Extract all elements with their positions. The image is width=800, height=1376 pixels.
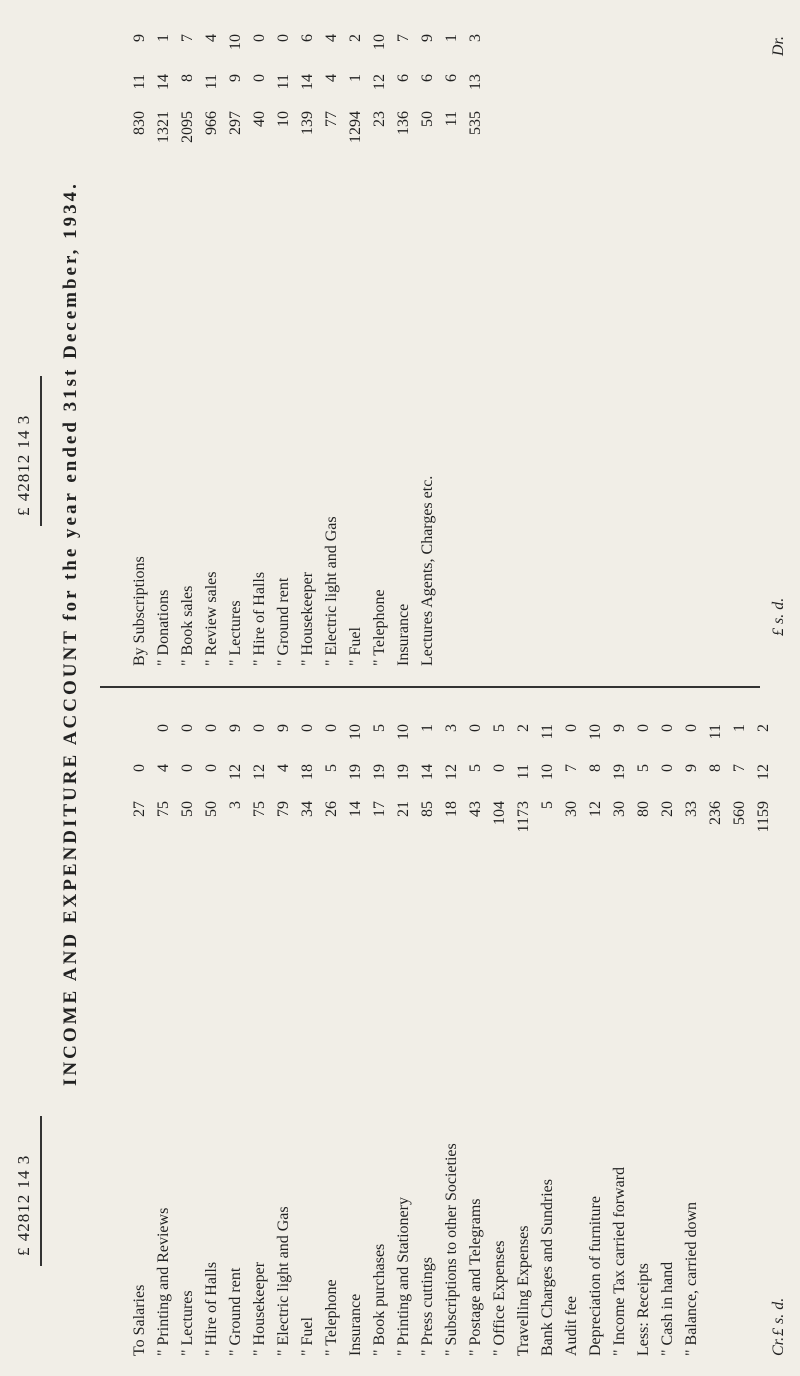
pounds-value: 136 <box>395 111 412 135</box>
pence-value: 0 <box>563 724 580 732</box>
row-label: " Press cuttings <box>419 1257 436 1356</box>
ledger-row <box>416 706 440 1356</box>
center-rule <box>100 686 760 688</box>
shillings-value: 11 <box>203 74 220 90</box>
pounds-value: 236 <box>707 801 724 825</box>
pence-value: 10 <box>587 724 604 740</box>
right-foot: £ s. d. <box>770 597 787 636</box>
shillings-value: 10 <box>539 764 556 780</box>
pounds-value: 30 <box>611 801 628 817</box>
shillings-value: 8 <box>707 764 724 772</box>
pounds-value: 11 <box>443 111 460 127</box>
shillings-value: 6 <box>443 74 460 82</box>
ledger-row <box>536 706 560 1356</box>
pounds-value: 10 <box>275 111 292 127</box>
pounds-value: 535 <box>467 111 484 135</box>
shillings-value: 18 <box>299 764 316 780</box>
row-label: Less: Receipts <box>635 1263 652 1356</box>
pounds-value: 1294 <box>347 111 364 143</box>
pence-value: 5 <box>491 724 508 732</box>
shillings-value: 7 <box>563 764 580 772</box>
pounds-value: 50 <box>203 801 220 817</box>
ledger-row <box>272 16 296 666</box>
pounds-value: 297 <box>227 111 244 135</box>
shillings-value: 19 <box>611 764 628 780</box>
pence-value: 10 <box>395 724 412 740</box>
pounds-value: 43 <box>467 801 484 817</box>
ledger-row <box>200 16 224 666</box>
pounds-value: 2095 <box>179 111 196 143</box>
row-label: " Ground rent <box>275 577 292 666</box>
pounds-value: 27 <box>131 801 148 817</box>
pence-value: 0 <box>251 34 268 42</box>
pounds-value: 50 <box>179 801 196 817</box>
shillings-value: 7 <box>731 764 748 772</box>
shillings-value: 12 <box>371 74 388 90</box>
row-label: " Fuel <box>347 627 364 666</box>
shillings-value: 0 <box>491 764 508 772</box>
ledger-row <box>392 16 416 666</box>
pounds-value: 79 <box>275 801 292 817</box>
row-label: " Office Expenses <box>491 1240 508 1356</box>
row-label: " Lectures <box>227 600 244 666</box>
shillings-value: 9 <box>227 74 244 82</box>
shillings-value: 5 <box>467 764 484 772</box>
pounds-value: 30 <box>563 801 580 817</box>
ledger-row <box>464 706 488 1356</box>
pence-value: 10 <box>227 34 244 50</box>
ledger-row <box>440 16 464 666</box>
pounds-value: 75 <box>155 801 172 817</box>
pence-value: 0 <box>467 724 484 732</box>
pence-value: 0 <box>251 724 268 732</box>
top-rule-right <box>40 376 42 526</box>
pounds-value: 50 <box>419 111 436 127</box>
pounds-value: 17 <box>371 801 388 817</box>
ledger-row <box>224 16 248 666</box>
ledger-row <box>608 706 632 1356</box>
row-label: By Subscriptions <box>131 556 148 666</box>
pounds-value: 33 <box>683 801 700 817</box>
row-label: " Hire of Halls <box>203 1261 220 1356</box>
shillings-value: 19 <box>395 764 412 780</box>
row-label: " Housekeeper <box>299 571 316 666</box>
pence-value: 1 <box>419 724 436 732</box>
ledger-row <box>248 706 272 1356</box>
income-column <box>128 16 488 666</box>
cr-mark: Cr. <box>770 1336 787 1356</box>
shillings-value: 4 <box>323 74 340 82</box>
pounds-value: 966 <box>203 111 220 135</box>
shillings-value: 12 <box>755 764 772 780</box>
shillings-value: 11 <box>515 764 532 780</box>
ledger-row <box>320 706 344 1356</box>
row-label: " Lectures <box>179 1290 196 1356</box>
pence-value: 7 <box>395 34 412 42</box>
expenditure-column <box>128 706 776 1356</box>
pence-value: 0 <box>275 34 292 42</box>
row-label: " Book sales <box>179 585 196 666</box>
ledger-row <box>200 706 224 1356</box>
pence-value: 3 <box>443 724 460 732</box>
pence-value: 6 <box>299 34 316 42</box>
row-label: " Donations <box>155 589 172 666</box>
ledger-row <box>368 16 392 666</box>
row-label: Travelling Expenses <box>515 1225 532 1356</box>
row-label: To Salaries <box>131 1284 148 1356</box>
row-label: " Book purchases <box>371 1243 388 1356</box>
ledger-row <box>248 16 272 666</box>
pence-value: 0 <box>299 724 316 732</box>
ledger-row <box>560 706 584 1356</box>
ledger-row <box>152 16 176 666</box>
row-label: " Telephone <box>323 1279 340 1356</box>
ledger-row <box>368 706 392 1356</box>
ledger-row <box>344 16 368 666</box>
row-label: Bank Charges and Sundries <box>539 1178 556 1356</box>
pence-value: 9 <box>131 34 148 42</box>
pence-value: 1 <box>443 34 460 42</box>
dr-mark: Dr. <box>770 35 787 56</box>
pence-value: 10 <box>371 34 388 50</box>
pence-value: 1 <box>731 724 748 732</box>
shillings-value: 4 <box>155 764 172 772</box>
left-foot: £ s. d. <box>770 1297 787 1336</box>
row-label: " Income Tax carried forward <box>611 1166 628 1356</box>
pence-value: 2 <box>515 724 532 732</box>
shillings-value: 12 <box>251 764 268 780</box>
shillings-value: 19 <box>371 764 388 780</box>
ledger-row <box>488 706 512 1356</box>
shillings-value: 1 <box>347 74 364 82</box>
pounds-value: 40 <box>251 111 268 127</box>
pounds-value: 560 <box>731 801 748 825</box>
row-label: Insurance <box>347 1293 364 1356</box>
account-title: INCOME AND EXPENDITURE ACCOUNT for the year ended 31st December, 1934. <box>60 181 81 1086</box>
pence-value: 0 <box>683 724 700 732</box>
shillings-value: 14 <box>419 764 436 780</box>
pounds-value: 26 <box>323 801 340 817</box>
ledger-row <box>728 706 752 1356</box>
row-label: " Cash in hand <box>659 1261 676 1356</box>
ledger-row <box>320 16 344 666</box>
row-label: " Balance, carried down <box>683 1201 700 1356</box>
shillings-value: 11 <box>131 74 148 90</box>
shillings-value: 14 <box>299 74 316 90</box>
shillings-value: 19 <box>347 764 364 780</box>
pounds-value: 830 <box>131 111 148 135</box>
ledger-row <box>128 16 152 666</box>
pounds-value: 14 <box>347 801 364 817</box>
pence-value: 11 <box>539 724 556 740</box>
pounds-value: 85 <box>419 801 436 817</box>
pence-value: 9 <box>275 724 292 732</box>
pence-value: 7 <box>179 34 196 42</box>
top-rule-left <box>40 1116 42 1266</box>
pence-value: 3 <box>467 34 484 42</box>
pounds-value: 12 <box>587 801 604 817</box>
ledger-row <box>440 706 464 1356</box>
pence-value: 10 <box>347 724 364 740</box>
pence-value: 2 <box>755 724 772 732</box>
pounds-value: 18 <box>443 801 460 817</box>
ledger-row <box>632 706 656 1356</box>
shillings-value: 5 <box>323 764 340 772</box>
shillings-value: 8 <box>587 764 604 772</box>
row-label: " Printing and Reviews <box>155 1207 172 1356</box>
shillings-value: 0 <box>179 764 196 772</box>
ledger-row <box>272 706 296 1356</box>
pounds-value: 1321 <box>155 111 172 143</box>
row-label: Audit fee <box>563 1296 580 1356</box>
row-label: " Housekeeper <box>251 1261 268 1356</box>
ledger-row <box>512 706 536 1356</box>
shillings-value: 0 <box>131 764 148 772</box>
pounds-value: 75 <box>251 801 268 817</box>
ledger-row <box>656 706 680 1356</box>
shillings-value: 12 <box>443 764 460 780</box>
row-label: " Subscriptions to other Societies <box>443 1143 460 1356</box>
ledger-row <box>296 706 320 1356</box>
ledger-row <box>128 706 152 1356</box>
pence-value: 4 <box>323 34 340 42</box>
row-label: " Hire of Halls <box>251 571 268 666</box>
pounds-value: 5 <box>539 801 556 809</box>
pounds-value: 3 <box>227 801 244 809</box>
pence-value: 4 <box>203 34 220 42</box>
shillings-value: 6 <box>395 74 412 82</box>
ledger-row <box>176 706 200 1356</box>
ledger-row <box>584 706 608 1356</box>
pounds-value: 1173 <box>515 801 532 833</box>
shillings-value: 8 <box>179 74 196 82</box>
total-left: £ 42812 14 3 <box>14 1154 33 1256</box>
shillings-value: 12 <box>227 764 244 780</box>
shillings-value: 0 <box>659 764 676 772</box>
pounds-value: 21 <box>395 801 412 817</box>
pence-value: 0 <box>323 724 340 732</box>
pence-value: 11 <box>707 724 724 740</box>
shillings-value: 0 <box>251 74 268 82</box>
pence-value: 9 <box>611 724 628 732</box>
shillings-value: 13 <box>467 74 484 90</box>
row-label: " Postage and Telegrams <box>467 1198 484 1356</box>
row-label: Lectures Agents, Charges etc. <box>419 475 436 666</box>
ledger-row <box>680 706 704 1356</box>
row-label: " Fuel <box>299 1317 316 1356</box>
shillings-value: 14 <box>155 74 172 90</box>
row-label: " Telephone <box>371 589 388 666</box>
pounds-value: 104 <box>491 801 508 825</box>
ledger-row <box>416 16 440 666</box>
row-label: Depreciation of furniture <box>587 1196 604 1356</box>
row-label: " Electric light and Gas <box>323 516 340 666</box>
pence-value: 0 <box>179 724 196 732</box>
shillings-value: 4 <box>275 764 292 772</box>
ledger-row <box>176 16 200 666</box>
shillings-value: 11 <box>275 74 292 90</box>
ledger-row <box>392 706 416 1356</box>
pounds-value: 77 <box>323 111 340 127</box>
ledger-row <box>344 706 368 1356</box>
shillings-value: 6 <box>419 74 436 82</box>
pence-value: 5 <box>371 724 388 732</box>
pounds-value: 1159 <box>755 801 772 833</box>
row-label: " Ground rent <box>227 1267 244 1356</box>
pounds-value: 34 <box>299 801 316 817</box>
ledger-row <box>296 16 320 666</box>
pounds-value: 139 <box>299 111 316 135</box>
total-right: £ 42812 14 3 <box>14 414 33 516</box>
pence-value: 9 <box>227 724 244 732</box>
pence-value: 0 <box>659 724 676 732</box>
shillings-value: 0 <box>203 764 220 772</box>
pounds-value: 23 <box>371 111 388 127</box>
ledger-row <box>224 706 248 1356</box>
pounds-value: 20 <box>659 801 676 817</box>
row-label: Insurance <box>395 603 412 666</box>
row-label: " Review sales <box>203 571 220 666</box>
pence-value: 2 <box>347 34 364 42</box>
pounds-value: 80 <box>635 801 652 817</box>
pence-value: 9 <box>419 34 436 42</box>
ledger-row <box>752 706 776 1356</box>
ledger-row <box>152 706 176 1356</box>
ledger-row <box>704 706 728 1356</box>
pence-value: 0 <box>635 724 652 732</box>
row-label: " Printing and Stationery <box>395 1197 412 1356</box>
pence-value: 1 <box>155 34 172 42</box>
pence-value: 0 <box>203 724 220 732</box>
shillings-value: 5 <box>635 764 652 772</box>
shillings-value: 9 <box>683 764 700 772</box>
pence-value: 0 <box>155 724 172 732</box>
ledger-row <box>464 16 488 666</box>
row-label: " Electric light and Gas <box>275 1206 292 1356</box>
